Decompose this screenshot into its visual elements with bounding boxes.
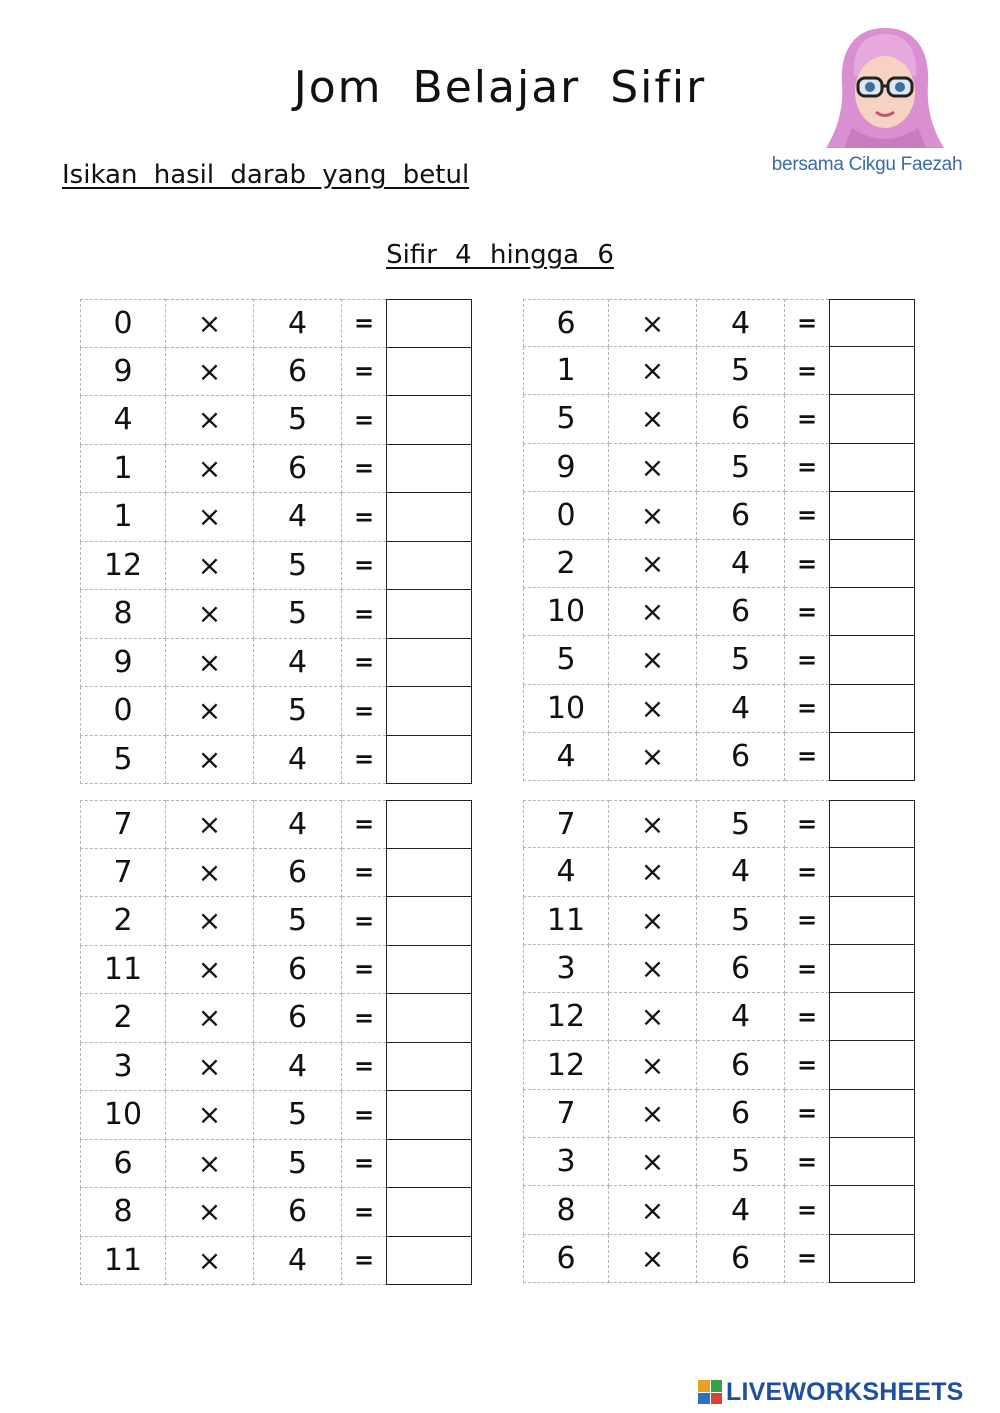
multiplier: 6 xyxy=(697,945,785,993)
multiplicand: 4 xyxy=(523,848,609,896)
answer-input[interactable] xyxy=(829,1041,915,1089)
answer-input[interactable] xyxy=(386,493,472,542)
multiply-sign: × xyxy=(609,299,697,347)
answer-input[interactable] xyxy=(386,639,472,688)
multiply-sign: × xyxy=(609,395,697,443)
multiply-sign: × xyxy=(166,1043,254,1092)
multiply-sign: × xyxy=(609,685,697,733)
multiplier: 6 xyxy=(697,1041,785,1089)
equals-sign: = xyxy=(342,493,386,542)
equals-sign: = xyxy=(785,444,829,492)
equals-sign: = xyxy=(342,994,386,1043)
problem-grid-bottom-left xyxy=(80,800,472,1285)
multiplicand: 7 xyxy=(80,849,166,898)
answer-input[interactable] xyxy=(386,445,472,494)
multiplier: 5 xyxy=(697,897,785,945)
multiply-sign: × xyxy=(166,800,254,849)
multiplier: 6 xyxy=(254,849,342,898)
multiplier: 6 xyxy=(254,946,342,995)
multiplier: 5 xyxy=(254,1091,342,1140)
multiplicand: 11 xyxy=(80,946,166,995)
multiplier: 4 xyxy=(697,299,785,347)
avatar-caption: bersama Cikgu Faezah xyxy=(771,154,963,175)
answer-input[interactable] xyxy=(829,444,915,492)
multiply-sign: × xyxy=(609,945,697,993)
multiplier: 5 xyxy=(697,444,785,492)
equals-sign: = xyxy=(342,639,386,688)
equals-sign: = xyxy=(785,945,829,993)
teacher-avatar xyxy=(822,24,948,148)
multiply-sign: × xyxy=(609,848,697,896)
multiplier: 6 xyxy=(254,445,342,494)
multiply-sign: × xyxy=(609,1090,697,1138)
multiplier: 6 xyxy=(697,1090,785,1138)
answer-input[interactable] xyxy=(386,946,472,995)
multiply-sign: × xyxy=(609,492,697,540)
multiply-sign: × xyxy=(609,1138,697,1186)
equals-sign: = xyxy=(785,1041,829,1089)
answer-input[interactable] xyxy=(386,1140,472,1189)
multiplicand: 1 xyxy=(80,445,166,494)
multiply-sign: × xyxy=(609,588,697,636)
equals-sign: = xyxy=(342,299,386,348)
equals-sign: = xyxy=(785,588,829,636)
answer-input[interactable] xyxy=(386,897,472,946)
equals-sign: = xyxy=(785,395,829,443)
multiply-sign: × xyxy=(166,1188,254,1237)
multiply-sign: × xyxy=(166,396,254,445)
problem-grid-bottom-right xyxy=(523,800,915,1283)
multiplier: 6 xyxy=(697,1235,785,1283)
multiplicand: 3 xyxy=(80,1043,166,1092)
multiplicand: 5 xyxy=(523,636,609,684)
multiplicand: 5 xyxy=(523,395,609,443)
answer-input[interactable] xyxy=(386,590,472,639)
equals-sign: = xyxy=(785,897,829,945)
equals-sign: = xyxy=(342,1188,386,1237)
answer-input[interactable] xyxy=(829,945,915,993)
multiplier: 6 xyxy=(697,733,785,781)
multiplier: 4 xyxy=(254,493,342,542)
multiplicand: 7 xyxy=(523,800,609,848)
multiplier: 5 xyxy=(254,590,342,639)
answer-input[interactable] xyxy=(386,994,472,1043)
multiply-sign: × xyxy=(609,993,697,1041)
equals-sign: = xyxy=(342,897,386,946)
multiply-sign: × xyxy=(609,1186,697,1234)
multiplier: 4 xyxy=(254,1237,342,1286)
answer-input[interactable] xyxy=(829,848,915,896)
multiplier: 5 xyxy=(697,347,785,395)
equals-sign: = xyxy=(342,736,386,785)
multiply-sign: × xyxy=(166,639,254,688)
multiplier: 4 xyxy=(697,540,785,588)
equals-sign: = xyxy=(342,542,386,591)
answer-input[interactable] xyxy=(829,540,915,588)
answer-input[interactable] xyxy=(829,800,915,848)
equals-sign: = xyxy=(342,590,386,639)
multiply-sign: × xyxy=(609,636,697,684)
multiplicand: 10 xyxy=(523,685,609,733)
multiplicand: 9 xyxy=(523,444,609,492)
page-title: Jom Belajar Sifir xyxy=(293,62,707,113)
multiplicand: 6 xyxy=(523,299,609,347)
multiplier: 6 xyxy=(697,492,785,540)
multiply-sign: × xyxy=(166,736,254,785)
multiplier: 4 xyxy=(254,299,342,348)
multiply-sign: × xyxy=(609,733,697,781)
equals-sign: = xyxy=(785,1186,829,1234)
brand-name: LIVEWORKSHEETS xyxy=(726,1377,964,1406)
multiply-sign: × xyxy=(609,1235,697,1283)
multiplier: 4 xyxy=(697,1186,785,1234)
multiply-sign: × xyxy=(166,849,254,898)
multiplicand: 4 xyxy=(523,733,609,781)
equals-sign: = xyxy=(785,299,829,347)
answer-input[interactable] xyxy=(386,1091,472,1140)
multiplicand: 7 xyxy=(523,1090,609,1138)
equals-sign: = xyxy=(785,492,829,540)
equals-sign: = xyxy=(785,347,829,395)
answer-input[interactable] xyxy=(386,736,472,785)
equals-sign: = xyxy=(785,800,829,848)
answer-input[interactable] xyxy=(829,347,915,395)
problem-grid-top-left xyxy=(80,299,472,784)
multiplicand: 0 xyxy=(80,299,166,348)
answer-input[interactable] xyxy=(829,993,915,1041)
multiplier: 5 xyxy=(254,897,342,946)
equals-sign: = xyxy=(785,848,829,896)
equals-sign: = xyxy=(785,636,829,684)
multiply-sign: × xyxy=(609,1041,697,1089)
equals-sign: = xyxy=(342,348,386,397)
multiplier: 6 xyxy=(697,588,785,636)
equals-sign: = xyxy=(785,540,829,588)
multiplicand: 0 xyxy=(523,492,609,540)
answer-input[interactable] xyxy=(829,299,915,347)
multiply-sign: × xyxy=(166,994,254,1043)
equals-sign: = xyxy=(342,800,386,849)
multiplier: 5 xyxy=(697,800,785,848)
multiply-sign: × xyxy=(166,687,254,736)
instruction-text: Isikan hasil darab yang betul xyxy=(62,160,470,190)
answer-input[interactable] xyxy=(829,636,915,684)
multiply-sign: × xyxy=(166,1237,254,1286)
equals-sign: = xyxy=(785,1235,829,1283)
multiplicand: 9 xyxy=(80,639,166,688)
answer-input[interactable] xyxy=(386,800,472,849)
multiply-sign: × xyxy=(609,540,697,588)
multiplicand: 1 xyxy=(80,493,166,542)
answer-input[interactable] xyxy=(386,1237,472,1286)
multiplier: 4 xyxy=(254,800,342,849)
answer-input[interactable] xyxy=(829,588,915,636)
answer-input[interactable] xyxy=(386,542,472,591)
multiply-sign: × xyxy=(609,800,697,848)
multiply-sign: × xyxy=(166,299,254,348)
equals-sign: = xyxy=(342,396,386,445)
equals-sign: = xyxy=(342,946,386,995)
multiply-sign: × xyxy=(166,946,254,995)
multiplicand: 7 xyxy=(80,800,166,849)
equals-sign: = xyxy=(785,993,829,1041)
equals-sign: = xyxy=(785,733,829,781)
liveworksheets-brand xyxy=(698,1379,964,1405)
multiplier: 5 xyxy=(697,636,785,684)
multiply-sign: × xyxy=(166,445,254,494)
answer-input[interactable] xyxy=(386,1043,472,1092)
answer-input[interactable] xyxy=(829,733,915,781)
answer-input[interactable] xyxy=(386,348,472,397)
multiplicand: 6 xyxy=(523,1235,609,1283)
answer-input[interactable] xyxy=(829,897,915,945)
multiplicand: 11 xyxy=(80,1237,166,1286)
equals-sign: = xyxy=(342,1140,386,1189)
multiply-sign: × xyxy=(166,590,254,639)
multiplier: 5 xyxy=(254,396,342,445)
multiplicand: 3 xyxy=(523,945,609,993)
answer-input[interactable] xyxy=(386,299,472,348)
answer-input[interactable] xyxy=(829,685,915,733)
multiplier: 6 xyxy=(254,1188,342,1237)
multiplier: 6 xyxy=(254,994,342,1043)
equals-sign: = xyxy=(342,1043,386,1092)
answer-input[interactable] xyxy=(386,396,472,445)
multiplier: 5 xyxy=(697,1138,785,1186)
multiply-sign: × xyxy=(609,897,697,945)
multiply-sign: × xyxy=(609,444,697,492)
multiplicand: 3 xyxy=(523,1138,609,1186)
multiplier: 4 xyxy=(254,1043,342,1092)
multiplicand: 12 xyxy=(523,993,609,1041)
multiplier: 4 xyxy=(254,639,342,688)
multiplicand: 12 xyxy=(80,542,166,591)
answer-input[interactable] xyxy=(829,1186,915,1234)
problem-grid-top-right xyxy=(523,299,915,781)
equals-sign: = xyxy=(342,849,386,898)
multiplicand: 0 xyxy=(80,687,166,736)
multiplicand: 10 xyxy=(523,588,609,636)
multiplier: 5 xyxy=(254,542,342,591)
equals-sign: = xyxy=(342,1237,386,1286)
multiplicand: 5 xyxy=(80,736,166,785)
multiply-sign: × xyxy=(166,897,254,946)
multiplier: 4 xyxy=(254,736,342,785)
liveworksheets-logo-icon xyxy=(698,1380,722,1404)
multiplicand: 10 xyxy=(80,1091,166,1140)
multiply-sign: × xyxy=(166,348,254,397)
multiplicand: 2 xyxy=(523,540,609,588)
multiplier: 6 xyxy=(254,348,342,397)
answer-input[interactable] xyxy=(829,1235,915,1283)
multiplier: 4 xyxy=(697,685,785,733)
answer-input[interactable] xyxy=(829,492,915,540)
equals-sign: = xyxy=(785,685,829,733)
multiplicand: 9 xyxy=(80,348,166,397)
answer-input[interactable] xyxy=(386,849,472,898)
multiplicand: 6 xyxy=(80,1140,166,1189)
multiply-sign: × xyxy=(166,1091,254,1140)
section-subtitle: Sifir 4 hingga 6 xyxy=(386,240,614,270)
equals-sign: = xyxy=(785,1138,829,1186)
multiplier: 4 xyxy=(697,993,785,1041)
multiplier: 4 xyxy=(697,848,785,896)
multiplicand: 2 xyxy=(80,897,166,946)
multiply-sign: × xyxy=(166,493,254,542)
answer-input[interactable] xyxy=(829,1090,915,1138)
answer-input[interactable] xyxy=(829,1138,915,1186)
multiplier: 5 xyxy=(254,687,342,736)
multiplicand: 8 xyxy=(523,1186,609,1234)
multiply-sign: × xyxy=(609,347,697,395)
equals-sign: = xyxy=(785,1090,829,1138)
multiplicand: 1 xyxy=(523,347,609,395)
multiplicand: 11 xyxy=(523,897,609,945)
equals-sign: = xyxy=(342,1091,386,1140)
equals-sign: = xyxy=(342,687,386,736)
multiplier: 5 xyxy=(254,1140,342,1189)
multiplier: 6 xyxy=(697,395,785,443)
equals-sign: = xyxy=(342,445,386,494)
multiplicand: 8 xyxy=(80,590,166,639)
multiplicand: 4 xyxy=(80,396,166,445)
answer-input[interactable] xyxy=(386,1188,472,1237)
multiplicand: 8 xyxy=(80,1188,166,1237)
answer-input[interactable] xyxy=(386,687,472,736)
multiply-sign: × xyxy=(166,542,254,591)
answer-input[interactable] xyxy=(829,395,915,443)
multiply-sign: × xyxy=(166,1140,254,1189)
multiplicand: 12 xyxy=(523,1041,609,1089)
multiplicand: 2 xyxy=(80,994,166,1043)
